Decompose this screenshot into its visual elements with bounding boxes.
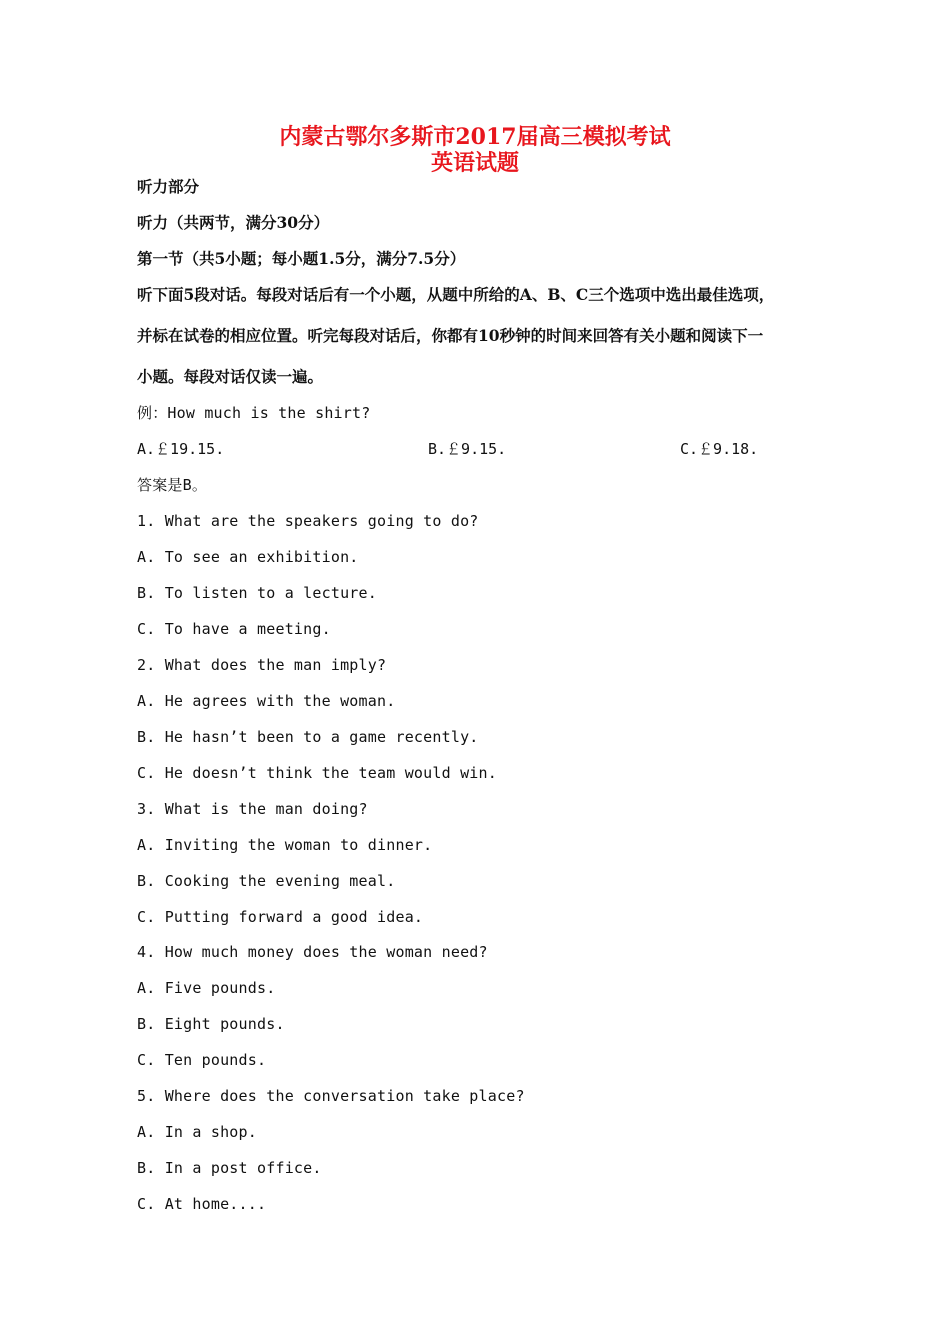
example-option-b: B.￡9.15. bbox=[428, 440, 507, 458]
example-option-c: C.￡9.18. bbox=[680, 440, 759, 458]
question-option: C. At home.... bbox=[137, 1195, 267, 1213]
question-option: A. To see an exhibition. bbox=[137, 548, 359, 566]
subsection-heading: 第一节（共5小题；每小题1.5分，满分7.5分） bbox=[137, 249, 466, 268]
example-answer: 答案是B。 bbox=[137, 476, 208, 494]
question-option: B. To listen to a lecture. bbox=[137, 584, 377, 602]
question-stem: 3. What is the man doing? bbox=[137, 800, 368, 818]
question-stem: 2. What does the man imply? bbox=[137, 656, 387, 674]
section-heading: 听力部分 bbox=[137, 177, 200, 196]
question-option: B. Cooking the evening meal. bbox=[137, 872, 396, 890]
question-stem: 5. Where does the conversation take place? bbox=[137, 1087, 525, 1105]
question-option: C. To have a meeting. bbox=[137, 620, 331, 638]
example-option-a: A.￡19.15. bbox=[137, 440, 225, 458]
instruction-line: 小题。每段对话仅读一遍。 bbox=[137, 367, 324, 386]
question-option: A. Five pounds. bbox=[137, 979, 276, 997]
document-subtitle: 英语试题 bbox=[430, 150, 519, 176]
instruction-line: 听下面5段对话。每段对话后有一个小题，从题中所给的A、B、C三个选项中选出最佳选项， bbox=[137, 285, 775, 304]
part-heading: 听力（共两节，满分30分） bbox=[137, 213, 330, 232]
example-question: 例：How much is the shirt? bbox=[137, 404, 371, 422]
question-stem: 4. How much money does the woman need? bbox=[137, 943, 488, 961]
question-option: C. He doesn’t think the team would win. bbox=[137, 764, 497, 782]
question-option: A. In a shop. bbox=[137, 1123, 257, 1141]
question-option: A. Inviting the woman to dinner. bbox=[137, 836, 433, 854]
question-option: C. Putting forward a good idea. bbox=[137, 908, 424, 926]
question-stem: 1. What are the speakers going to do? bbox=[137, 512, 479, 530]
document-title: 内蒙古鄂尔多斯市2017届高三模拟考试 bbox=[279, 124, 671, 150]
question-option: B. He hasn’t been to a game recently. bbox=[137, 728, 479, 746]
question-option: B. In a post office. bbox=[137, 1159, 322, 1177]
question-option: B. Eight pounds. bbox=[137, 1015, 285, 1033]
instruction-line: 并标在试卷的相应位置。听完每段对话后，你都有10秒钟的时间来回答有关小题和阅读下一 bbox=[137, 326, 764, 345]
question-option: A. He agrees with the woman. bbox=[137, 692, 396, 710]
question-option: C. Ten pounds. bbox=[137, 1051, 267, 1069]
